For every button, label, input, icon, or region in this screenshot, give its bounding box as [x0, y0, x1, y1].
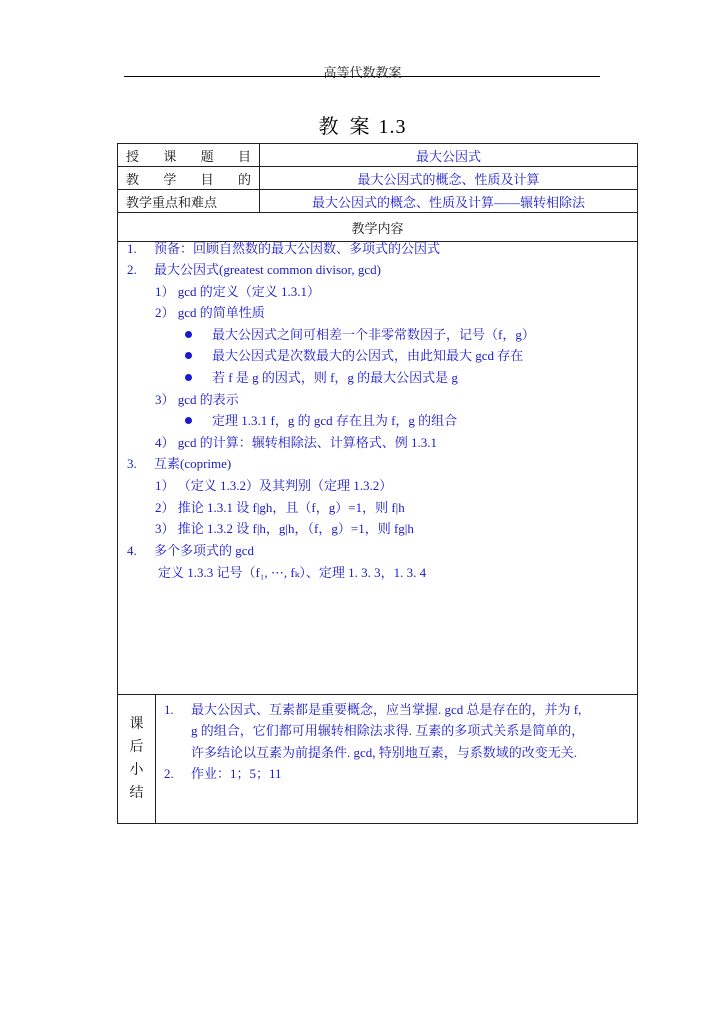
row-value-topic: 最大公因式: [260, 144, 638, 167]
list-item: 1） gcd 的定义（定义 1.3.1）: [155, 284, 321, 299]
doc-title-number: 1.3: [378, 116, 407, 138]
summary-item: g 的组合，它们都可用辗转相除法求得. 互素的多项式关系是简单的，: [191, 723, 585, 738]
doc-title-part1: 教: [318, 116, 340, 138]
list-item: 3. 互素(coprime): [127, 456, 232, 471]
table-row: [118, 695, 638, 824]
summary-content: [156, 695, 638, 823]
list-item: 2. 最大公因式(greatest common divisor, gcd): [127, 262, 381, 277]
bullet-icon: [185, 374, 192, 381]
row-label-purpose: 教学目的: [118, 167, 260, 190]
list-item: 若 f 是 g 的因式，则 f，g 的最大公因式是 g: [185, 369, 458, 387]
section-header-content: 教学内容: [118, 213, 638, 242]
summary-label-char: 小: [129, 763, 144, 778]
list-item: 2） gcd 的简单性质: [155, 305, 265, 320]
summary-item: 1. 最大公因式、互素都是重要概念，应当掌握. gcd 总是存在的，并为 f,: [164, 702, 582, 717]
header-rule: [124, 76, 600, 77]
list-item: 3） 推论 1.3.2 设 f|h，g|h，（f，g）=1，则 fg|h: [155, 521, 414, 536]
table-row: [118, 242, 638, 695]
list-item: 2） 推论 1.3.1 设 f|gh，且（f，g）=1，则 f|h: [155, 500, 405, 515]
lesson-plan-table: [117, 143, 638, 824]
list-item: 定理 1.3.1 f，g 的 gcd 存在且为 f，g 的组合: [185, 412, 457, 430]
row-value-purpose: 最大公因式的概念、性质及计算: [260, 167, 638, 190]
summary-label-char: 结: [129, 786, 144, 801]
row-label-topic: 授课题目: [118, 144, 260, 167]
table-row: [118, 190, 638, 213]
bullet-icon: [185, 352, 192, 359]
table-row: [118, 213, 638, 242]
summary-label-char: 课: [129, 717, 144, 732]
summary-row: [118, 695, 638, 824]
list-item: 最大公因式是次数最大的公因式，由此知最大 gcd 存在: [185, 347, 523, 365]
list-item: 4. 多个多项式的 gcd: [127, 543, 255, 558]
list-item: 最大公因式之间可相差一个非零常数因子，记号（f，g）: [185, 326, 535, 344]
summary-label-char: 后: [129, 740, 144, 755]
bullet-icon: [185, 331, 192, 338]
doc-title-part2: 案: [349, 116, 371, 138]
bullet-icon: [185, 417, 192, 424]
doc-title: [0, 110, 725, 139]
table-row: [118, 144, 638, 167]
row-value-keypoints: 最大公因式的概念、性质及计算——辗转相除法: [260, 190, 638, 213]
table-row: [118, 167, 638, 190]
content-cell: [118, 242, 638, 695]
list-item: 1） （定义 1.3.2）及其判别（定理 1.3.2）: [155, 478, 393, 493]
summary-item: 许多结论以互素为前提条件. gcd, 特别地互素，与系数域的改变无关.: [191, 745, 578, 760]
list-item: 1. 预备：回顾自然数的最大公因数、多项式的公因式: [127, 241, 441, 256]
summary-item: 2. 作业：1；5；11: [164, 766, 282, 781]
row-label-keypoints: 教学重点和难点: [118, 190, 260, 213]
list-item: 定义 1.3.3 记号（f₁, ⋯, fₖ）、定理 1. 3. 3，1. 3. 4: [158, 565, 427, 580]
list-item: 3） gcd 的表示: [155, 392, 239, 407]
list-item: 4） gcd 的计算：辗转相除法、计算格式、例 1.3.1: [155, 435, 438, 450]
header-title: 高等代数教案: [323, 65, 402, 80]
summary-label: [118, 695, 156, 823]
summary-table: [118, 695, 637, 823]
